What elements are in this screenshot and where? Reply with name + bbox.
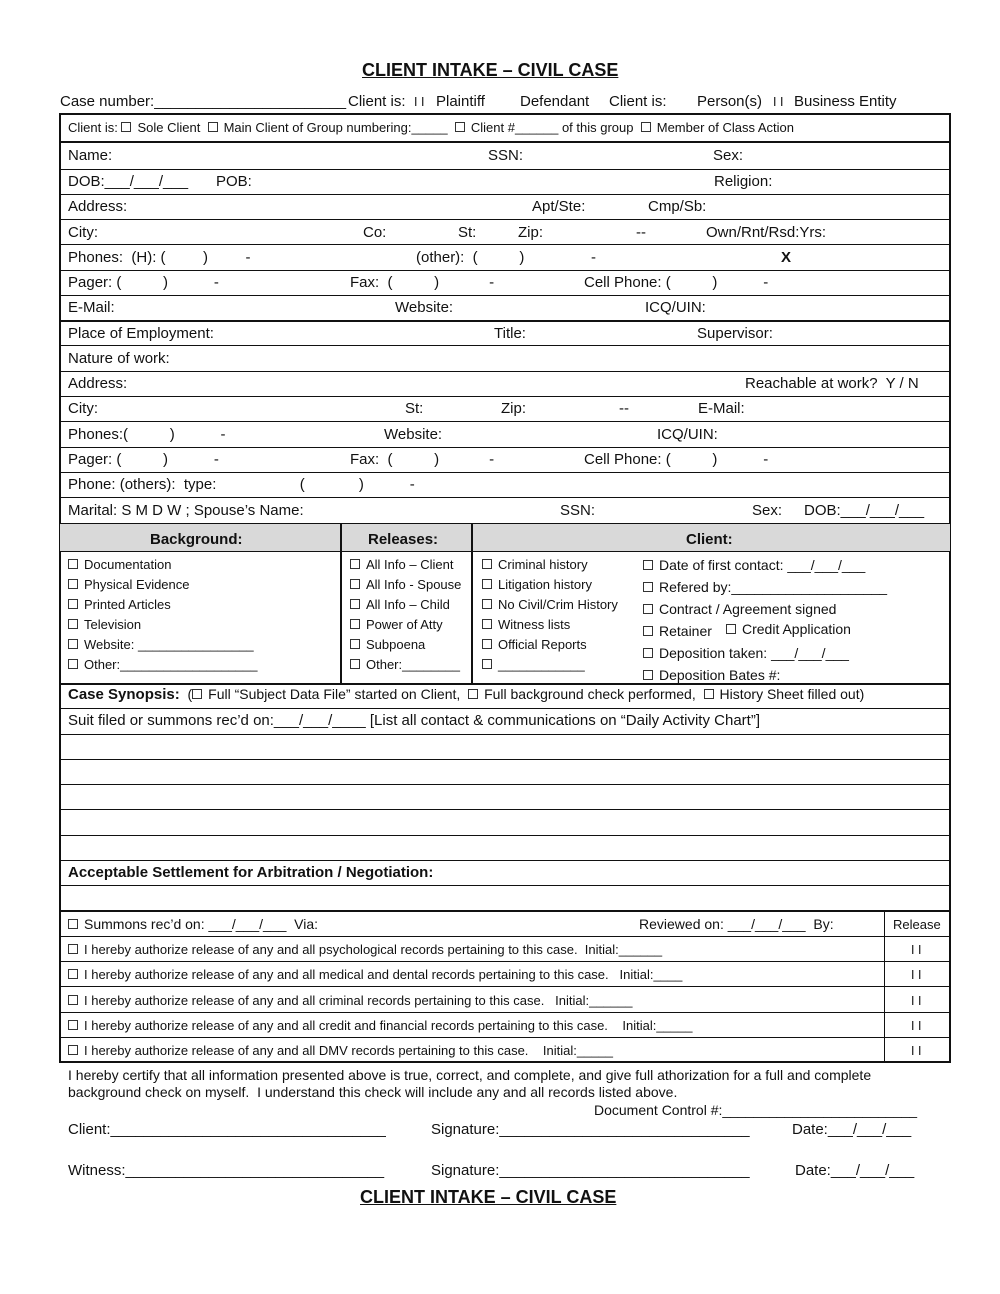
persons-label: Person(s) — [697, 93, 763, 110]
class-action-label: Member of Class Action — [656, 120, 795, 135]
client-status-item[interactable] — [643, 557, 865, 573]
client-number-checkbox[interactable] — [455, 122, 465, 132]
authorization-row[interactable] — [68, 993, 632, 1008]
release-item[interactable] — [350, 557, 453, 572]
county-field[interactable]: Co: — [363, 224, 387, 241]
background-check-label: Full background check performed, — [484, 686, 696, 702]
authorization-row[interactable] — [68, 942, 662, 957]
plaintiff-checkbox[interactable]: I I — [414, 95, 425, 109]
background-checkbox[interactable] — [68, 559, 78, 569]
authorization-text: I hereby authorize release of any and all criminal records pertaining to this case. Initial:______ — [84, 992, 633, 1008]
dob-field[interactable]: DOB:___/___/___ — [68, 173, 189, 190]
x-mark: X — [781, 249, 792, 266]
home-phone-field[interactable]: Phones: (H): ( ) - — [68, 249, 251, 266]
client-status-label: Deposition taken: ___/___/___ — [659, 645, 849, 661]
work-city-field[interactable]: City: — [68, 400, 98, 417]
defendant-label: Defendant — [520, 93, 590, 110]
background-check-checkbox[interactable] — [468, 689, 478, 699]
client-history-item[interactable] — [482, 557, 588, 572]
releases-header: Releases: — [368, 531, 439, 548]
fax-field[interactable]: Fax: ( ) - — [350, 274, 495, 291]
client-status-item[interactable] — [643, 601, 836, 617]
authorization-checkbox[interactable] — [68, 995, 78, 1005]
cmp-field[interactable]: Cmp/Sb: — [648, 198, 707, 215]
of-group-label: of this group — [561, 120, 634, 135]
city-field[interactable]: City: — [68, 224, 98, 241]
phone-others-field[interactable]: Phone: (others): type: ( ) - — [68, 476, 415, 493]
subject-data-file-checkbox[interactable] — [192, 689, 202, 699]
background-label: Television — [84, 617, 142, 632]
name-field[interactable]: Name: — [68, 147, 113, 164]
plaintiff-label: Plaintiff — [436, 93, 485, 110]
background-checkbox[interactable] — [68, 639, 78, 649]
client-history-checkbox[interactable] — [482, 619, 492, 629]
synopsis-paren: ( — [187, 686, 193, 702]
release-mark[interactable]: I I — [911, 1018, 922, 1033]
pager-field[interactable]: Pager: ( ) - — [68, 274, 219, 291]
certify-line-2: background check on myself. I understand this check will include any and all records listed above. — [68, 1084, 678, 1100]
work-state-field[interactable]: St: — [405, 400, 424, 417]
spouse-dob-field[interactable]: DOB:___/___/___ — [804, 502, 925, 519]
client-history-label: Witness lists — [498, 617, 571, 632]
authorization-checkbox[interactable] — [68, 944, 78, 954]
summons-checkbox[interactable] — [68, 919, 78, 929]
release-mark[interactable]: I I — [911, 1044, 922, 1059]
background-label: Printed Articles — [84, 597, 171, 612]
case-synopsis-row — [68, 686, 864, 703]
client-history-label: ____________ — [498, 657, 585, 672]
client-history-label: Litigation history — [498, 577, 592, 592]
nature-of-work-field[interactable]: Nature of work: — [68, 350, 170, 367]
background-checkbox[interactable] — [68, 599, 78, 609]
client-history-item[interactable] — [482, 597, 618, 612]
background-checkbox[interactable] — [68, 619, 78, 629]
client-history-checkbox[interactable] — [482, 639, 492, 649]
client-status-checkbox[interactable] — [643, 582, 653, 592]
credit-application-checkbox[interactable] — [726, 624, 736, 634]
release-mark[interactable]: I I — [911, 993, 922, 1008]
own-rent-field[interactable]: Own/Rnt/Rsd:Yrs: — [706, 224, 827, 241]
authorization-text: I hereby authorize release of any and all credit and financial records pertaining to this case. Initial:_____ — [84, 1017, 693, 1033]
client-header: Client: — [686, 531, 733, 548]
history-sheet-label: History Sheet filled out) — [719, 686, 865, 702]
client-status-label: Date of first contact: ___/___/___ — [659, 557, 866, 573]
authorization-text: I hereby authorize release of any and all psychological records pertaining to this case. Initial:______ — [84, 942, 663, 957]
summons-field[interactable] — [68, 916, 318, 932]
marital-field[interactable]: Marital: S M D W ; Spouse’s Name: — [68, 502, 304, 519]
release-checkbox[interactable] — [350, 659, 360, 669]
background-item[interactable] — [68, 577, 190, 592]
reviewed-field[interactable]: Reviewed on: ___/___/___ By: — [639, 916, 834, 932]
release-label: All Info - Spouse — [366, 577, 462, 592]
release-label: All Info – Child — [366, 597, 450, 612]
work-zip-dash: -- — [619, 400, 629, 417]
background-label: Physical Evidence — [84, 577, 190, 592]
client-history-label: Official Reports — [498, 637, 587, 652]
client-status-item[interactable] — [643, 623, 712, 639]
authorization-row[interactable] — [68, 1018, 692, 1033]
background-checkbox[interactable] — [68, 659, 78, 669]
reachable-at-work-field[interactable]: Reachable at work? Y / N — [745, 375, 919, 392]
client-number-label: Client #______ — [470, 120, 559, 135]
client-history-checkbox[interactable] — [482, 579, 492, 589]
ssn-field[interactable]: SSN: — [488, 147, 524, 164]
release-item[interactable] — [350, 577, 461, 592]
client-status-label: Refered by:____________________ — [659, 579, 888, 595]
client-history-checkbox[interactable] — [482, 599, 492, 609]
credit-application-item[interactable] — [726, 621, 851, 637]
release-mark[interactable]: I I — [911, 968, 922, 983]
employment-field[interactable]: Place of Employment: — [68, 325, 214, 342]
work-icq-field[interactable]: ICQ/UIN: — [657, 426, 718, 443]
release-item[interactable] — [350, 637, 425, 652]
work-email-field[interactable]: E-Mail: — [698, 400, 745, 417]
client-date-field[interactable]: Date:___/___/___ — [792, 1121, 912, 1138]
client-signature-field[interactable]: Signature:______________________________ — [431, 1121, 750, 1138]
background-item[interactable] — [68, 557, 171, 572]
release-column-header: Release — [893, 917, 941, 932]
client-history-checkbox[interactable] — [482, 559, 492, 569]
other-phone-field[interactable]: (other): ( ) - — [416, 249, 597, 266]
religion-field[interactable]: Religion: — [714, 173, 773, 190]
client-signature-name[interactable]: Client:_________________________________ — [68, 1121, 386, 1138]
client-history-item[interactable] — [482, 577, 592, 592]
client-status-item[interactable] — [643, 579, 887, 595]
cell-phone-field[interactable]: Cell Phone: ( ) - — [584, 274, 769, 291]
icq-field[interactable]: ICQ/UIN: — [645, 299, 706, 316]
background-header: Background: — [150, 531, 243, 548]
client-is-label: Client is: — [348, 93, 406, 110]
client-status-item[interactable] — [643, 667, 780, 683]
pob-field[interactable]: POB: — [216, 173, 252, 190]
client-status-checkbox[interactable] — [643, 670, 653, 680]
release-label: Subpoena — [366, 637, 426, 652]
certify-line-1: I hereby certify that all information presented above is true, correct, and complete, and give full athorization for a full and complete — [68, 1067, 872, 1083]
work-address-field[interactable]: Address: — [68, 375, 128, 392]
release-item[interactable] — [350, 597, 450, 612]
release-mark[interactable]: I I — [911, 943, 922, 957]
summons-label: Summons rec’d on: ___/___/___ Via: — [84, 916, 319, 932]
persons-checkbox[interactable]: I I — [773, 95, 784, 109]
background-label: Documentation — [84, 557, 172, 572]
authorization-checkbox[interactable] — [68, 1045, 78, 1055]
release-checkbox[interactable] — [350, 559, 360, 569]
client-status-checkbox[interactable] — [643, 604, 653, 614]
client-status-checkbox[interactable] — [643, 560, 653, 570]
spouse-ssn-field[interactable]: SSN: — [560, 502, 596, 519]
state-field[interactable]: St: — [458, 224, 477, 241]
main-client-label: Main Client of Group numbering:_____ — [223, 120, 448, 135]
subject-data-file-label: Full “Subject Data File” started on Client, — [208, 686, 461, 702]
work-fax-field[interactable]: Fax: ( ) - — [350, 451, 495, 468]
authorization-row[interactable] — [68, 967, 682, 982]
footer-title: CLIENT INTAKE – CIVIL CASE — [360, 1187, 617, 1207]
release-checkbox[interactable] — [350, 599, 360, 609]
authorization-text: I hereby authorize release of any and all medical and dental records pertaining to this case. Initial:____ — [84, 967, 683, 983]
client-status-item[interactable] — [643, 645, 849, 661]
client-is-label-2: Client is: — [609, 93, 667, 110]
release-checkbox[interactable] — [350, 639, 360, 649]
background-checkbox[interactable] — [68, 579, 78, 589]
client-history-label: No Civil/Crim History — [498, 597, 618, 612]
background-item[interactable] — [68, 657, 258, 672]
work-zip-field[interactable]: Zip: — [501, 400, 527, 417]
work-phone-field[interactable]: Phones:( ) - — [68, 426, 226, 443]
document-control-field[interactable]: Document Control #:_________________________ — [594, 1102, 918, 1118]
class-action-checkbox[interactable] — [641, 122, 651, 132]
work-pager-field[interactable]: Pager: ( ) - — [68, 451, 219, 468]
case-synopsis-label: Case Synopsis: — [68, 686, 180, 703]
sex-field[interactable]: Sex: — [713, 147, 744, 164]
apt-field[interactable]: Apt/Ste: — [532, 198, 586, 215]
client-type-row — [68, 120, 794, 135]
client-history-checkbox[interactable] — [482, 659, 492, 669]
work-website-field[interactable]: Website: — [384, 426, 443, 443]
client-status-label: Deposition Bates #: — [659, 667, 781, 683]
work-cell-field[interactable]: Cell Phone: ( ) - — [584, 451, 769, 468]
email-field[interactable]: E-Mail: — [68, 299, 115, 316]
release-checkbox[interactable] — [350, 579, 360, 589]
business-entity-label: Business Entity — [794, 93, 897, 110]
background-item[interactable] — [68, 617, 141, 632]
background-item[interactable] — [68, 637, 254, 652]
main-client-checkbox[interactable] — [208, 122, 218, 132]
background-item[interactable] — [68, 597, 171, 612]
release-label: Power of Atty — [366, 617, 443, 632]
authorization-checkbox[interactable] — [68, 969, 78, 979]
client-history-item[interactable] — [482, 617, 570, 632]
case-number-field[interactable]: Case number:_______________________ — [60, 93, 347, 110]
history-sheet-checkbox[interactable] — [704, 689, 714, 699]
supervisor-field[interactable]: Supervisor: — [697, 325, 773, 342]
release-label: Other:________ — [366, 657, 460, 672]
credit-application-label: Credit Application — [742, 621, 851, 637]
client-history-item[interactable] — [482, 657, 585, 672]
client-status-label: Contract / Agreement signed — [659, 601, 837, 617]
release-item[interactable] — [350, 617, 443, 632]
address-field[interactable]: Address: — [68, 198, 128, 215]
release-item[interactable] — [350, 657, 460, 672]
client-status-checkbox[interactable] — [643, 648, 653, 658]
background-label: Other:___________________ — [84, 657, 258, 672]
client-history-label: Criminal history — [498, 557, 588, 572]
release-checkbox[interactable] — [350, 619, 360, 629]
release-label: All Info – Client — [366, 557, 454, 572]
zip-dash: -- — [636, 224, 646, 241]
background-label: Website: ________________ — [84, 637, 254, 652]
zip-field[interactable]: Zip: — [518, 224, 544, 241]
client-type-label: Client is: — [68, 120, 118, 135]
sole-client-checkbox[interactable] — [121, 122, 131, 132]
client-status-checkbox[interactable] — [643, 626, 653, 636]
client-status-label: Retainer — [659, 623, 712, 639]
authorization-row[interactable] — [68, 1043, 613, 1058]
page-title: CLIENT INTAKE – CIVIL CASE — [362, 60, 619, 80]
witness-name-field[interactable]: Witness:_______________________________ — [68, 1162, 385, 1179]
authorization-checkbox[interactable] — [68, 1020, 78, 1030]
sole-client-label: Sole Client — [137, 120, 201, 135]
witness-date-field[interactable]: Date:___/___/___ — [795, 1162, 915, 1179]
witness-signature-field[interactable]: Signature:______________________________ — [431, 1162, 750, 1179]
job-title-field[interactable]: Title: — [494, 325, 526, 342]
authorization-text: I hereby authorize release of any and all DMV records pertaining to this case. Initial:_____ — [84, 1043, 613, 1059]
suit-filed-field[interactable]: Suit filed or summons rec’d on:___/___/____ [List all contact & communications on “Daily Activity Chart”] — [68, 712, 760, 729]
settlement-heading: Acceptable Settlement for Arbitration / Negotiation: — [68, 864, 434, 881]
client-history-item[interactable] — [482, 637, 587, 652]
spouse-sex-field[interactable]: Sex: — [752, 502, 783, 519]
website-field[interactable]: Website: — [395, 299, 454, 316]
